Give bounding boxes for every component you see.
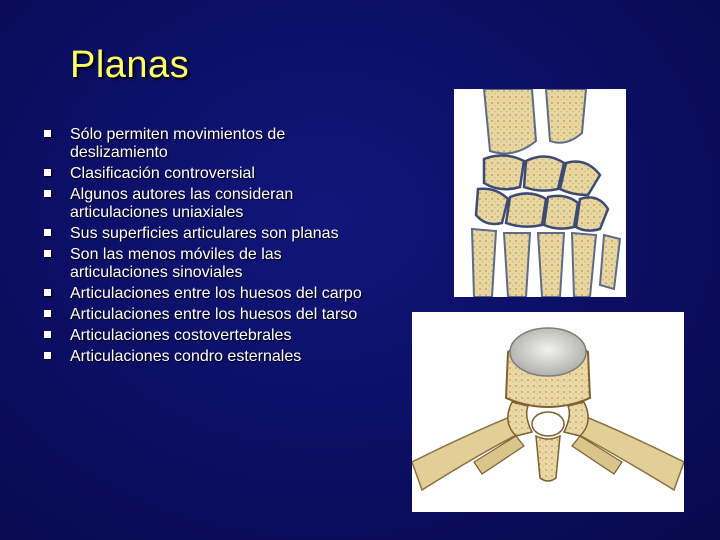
bullet-text: Sus superficies articulares son planas [70,225,339,242]
bullet-text: Articulaciones costovertebrales [70,327,292,344]
bullet-marker-icon [44,169,51,176]
wrist-carpal-illustration-icon [454,89,626,297]
bullet-text: Algunos autores las consideran articulaciones uniaxiales [70,186,294,221]
bullet-text: Clasificación controversial [70,165,255,182]
costovertebral-illustration-icon [412,312,684,512]
bullet-item [44,285,364,303]
bullet-item [44,126,364,162]
bullet-item [44,165,364,183]
bullet-item [44,225,364,243]
bullet-text: Sólo permiten movimientos de deslizamiento [70,126,286,161]
bullet-item [44,327,364,345]
bullet-item [44,348,364,366]
bullet-marker-icon [44,352,51,359]
bullet-marker-icon [44,331,51,338]
bullet-marker-icon [44,229,51,236]
bullet-marker-icon [44,310,51,317]
bullet-text: Son las menos móviles de las articulaciones sinoviales [70,246,282,281]
bullet-list [44,126,364,369]
bullet-item [44,306,364,324]
bullet-text: Articulaciones condro esternales [70,348,302,365]
bullet-text: Articulaciones entre los huesos del tarso [70,306,358,323]
bullet-marker-icon [44,289,51,296]
bullet-item [44,246,364,282]
costovertebral-image [412,312,684,512]
slide-title: Planas [70,44,190,86]
bullet-marker-icon [44,250,51,257]
wrist-carpal-image [454,89,626,297]
bullet-item [44,186,364,222]
bullet-marker-icon [44,130,51,137]
bullet-text: Articulaciones entre los huesos del carpo [70,285,362,302]
bullet-marker-icon [44,190,51,197]
